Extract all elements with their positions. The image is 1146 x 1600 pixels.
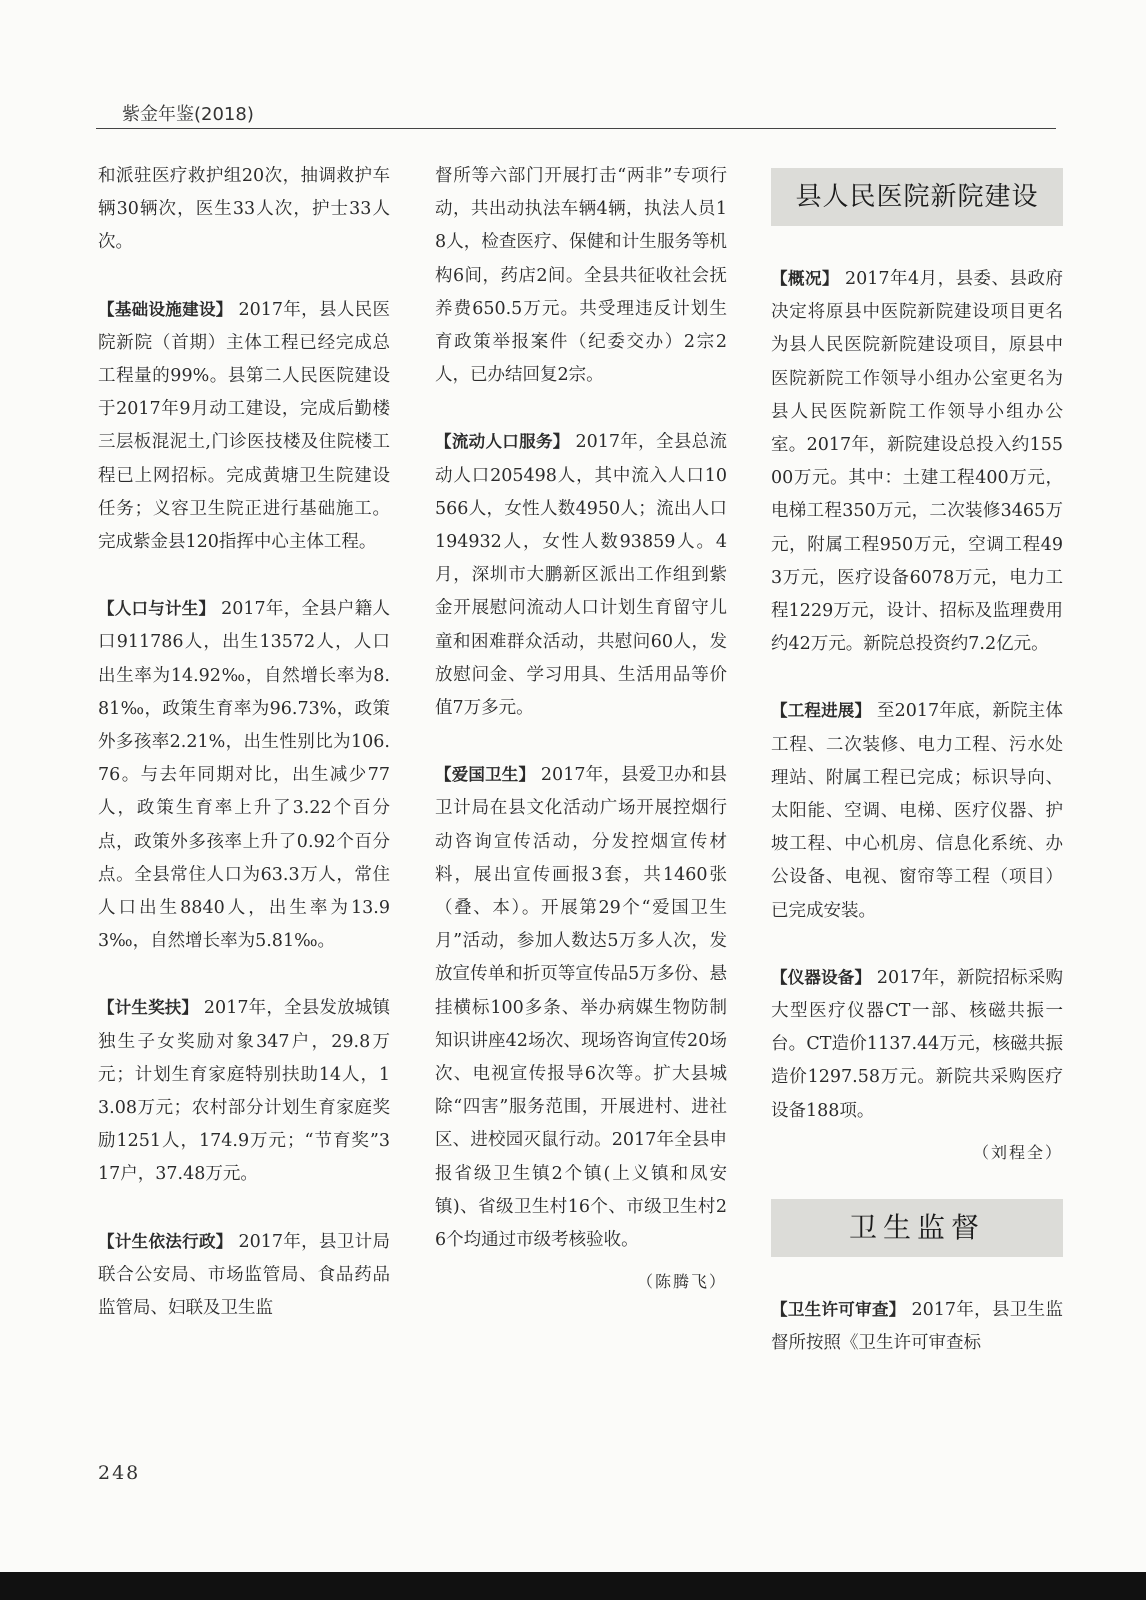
section-title-supervision: 卫生监督 — [771, 1199, 1063, 1257]
author-credit-liu: （刘程全） — [972, 1142, 1063, 1162]
paragraph-text: 和派驻医疗救护组20次，抽调救护车辆30辆次，医生33人次，护士33人次。 — [98, 166, 390, 253]
paragraph-label: 【人口与计生】 — [98, 599, 216, 619]
paragraph-text: 2017年，全县户籍人口911786人，出生13572人，人口出生率为14.92‰，自然增长率为8.81‰，政策生育率为96.73%，政策外多孩率2.21%，出生性别比为106.76。与去年同期对比，出生减少77人，政策生育率上升了3.22个百分点，政策外多孩率上升了0.92个百分点。全县常住人口为63.3万人，常住人口出生8840人，出生率为13.93‰，自然增长率为5.81‰。 — [98, 599, 390, 952]
paragraph-text: 2017年，县爱卫办和县卫计局在县文化活动广场开展控烟行动咨询宣传活动，分发控烟宣传材料，展出宣传画报3套，共1460张（叠、本）。开展第29个“爱国卫生月”活动，参加人数达5万多人次，发放宣传单和折页等宣传品5万多份、悬挂横标100多条、举办病媒生物防制知识讲座42场次、现场咨询宣传20场次、电视宣传报导6次等。扩大县城除“四害”服务范围，开展进村、进社区、进校园灭鼠行动。2017年全县申报省级卫生镇2个镇(上义镇和凤安镇)、省级卫生村16个、市级卫生村26个均通过市级考核验收。 — [435, 765, 727, 1251]
paragraph-text: 2017年，全县发放城镇独生子女奖励对象347户，29.8万元；计划生育家庭特别扶助14人，13.08万元；农村部分计划生育家庭奖励1251人，174.9万元；“节育奖”317户，37.48万元。 — [98, 998, 390, 1185]
paragraph — [98, 160, 390, 260]
header-rule — [96, 128, 1056, 129]
paragraph-label: 【基础设施建设】 — [98, 299, 233, 319]
section-title-hospital: 县人民医院新院建设 — [771, 168, 1063, 226]
paragraph-label: 【计生奖扶】 — [98, 998, 199, 1018]
paragraph-text: 2017年，县人民医院新院（首期）主体工程已经完成总工程量的99%。县第二人民医院建设于2017年9月动工建设，完成后勤楼三层板混泥土,门诊医技楼及住院楼工程已上网招标。完成黄塘卫生院建设任务；义容卫生院正进行基础施工。完成紫金县120指挥中心主体工程。 — [98, 299, 390, 553]
paragraph-label: 【流动人口服务】 — [435, 432, 570, 452]
paragraph-text: 督所等六部门开展打击“两非”专项行动，共出动执法车辆4辆，执法人员18人，检查医疗、保健和计生服务等机构6间，药店2间。全县共征收社会抚养费650.5万元。共受理违反计划生育政策举报案件（纪委交办）2宗2人，已办结回复2宗。 — [435, 166, 727, 386]
paragraph — [98, 293, 390, 560]
paragraph-text: 2017年，县卫生监督所按照《卫生许可审查标 — [771, 1300, 1063, 1354]
column-1 — [98, 160, 390, 1358]
paragraph-text: 至2017年底，新院主体工程、二次装修、电力工程、污水处理站、附属工程已完成；标识导向、太阳能、空调、电梯、医疗仪器、护坡工程、中心机房、信息化系统、办公设备、电视、窗帘等工程（项目）已完成安装。 — [771, 701, 1063, 921]
paragraph — [771, 961, 1063, 1128]
paragraph-label: 【卫生许可审查】 — [771, 1300, 906, 1320]
paragraph — [435, 160, 727, 392]
paragraph-text: 2017年，全县总流动人口205498人，其中流入人口10566人，女性人数4950人；流出人口194932人，女性人数93859人。4月，深圳市大鹏新区派出工作组到紫金开展慰问流动人口计划生育留守儿童和困难群众活动，共慰问60人，发放慰问金、学习用具、生活用品等价值7万多元。 — [435, 432, 727, 719]
paragraph — [771, 262, 1063, 661]
hospital-paragraphs — [771, 262, 1063, 1128]
author-credit-chen: （陈腾飞） — [636, 1272, 727, 1292]
paragraph — [98, 991, 390, 1191]
running-title: 紫金年鉴(2018) — [122, 104, 254, 125]
paragraph-label: 【仪器设备】 — [771, 967, 872, 987]
scan-bottom-edge — [0, 1572, 1146, 1600]
paragraph-label: 【计生依法行政】 — [98, 1231, 233, 1251]
paragraph — [435, 425, 727, 725]
paragraph-text: 2017年4月，县委、县政府决定将原县中医院新院建设项目更名为县人民医院新院建设项目，原县中医院新院工作领导小组办公室更名为县人民医院新院工作领导小组办公室。2017年，新院建设总投入约15500万元。其中：土建工程400万元，电梯工程350万元，二次装修3465万元，附属工程950万元，空调工程493万元，医疗设备6078万元，电力工程1229万元，设计、招标及监理费用约42万元。新院总投资约7.2亿元。 — [771, 269, 1063, 655]
paragraph-label: 【概况】 — [771, 269, 839, 288]
paragraph-text: 2017年，新院招标采购大型医疗仪器CT一部、核磁共振一台。CT造价1137.44万元，核磁共振造价1297.58万元。新院共采购医疗设备188项。 — [771, 967, 1063, 1121]
supervision-paragraphs — [771, 1293, 1063, 1360]
paragraph-label: 【工程进展】 — [771, 701, 872, 721]
paragraph-label: 【爱国卫生】 — [435, 765, 536, 785]
page-number: 248 — [98, 1462, 141, 1484]
column-2 — [435, 160, 727, 1329]
paragraph — [435, 758, 727, 1257]
paragraph — [98, 1225, 390, 1326]
paragraph — [771, 1293, 1063, 1360]
paragraph — [98, 592, 390, 958]
paragraph-text: 2017年，县卫计局联合公安局、市场监管局、食品药品监管局、妇联及卫生监 — [98, 1231, 390, 1319]
paragraph — [771, 694, 1063, 927]
column-3 — [771, 160, 1063, 1393]
